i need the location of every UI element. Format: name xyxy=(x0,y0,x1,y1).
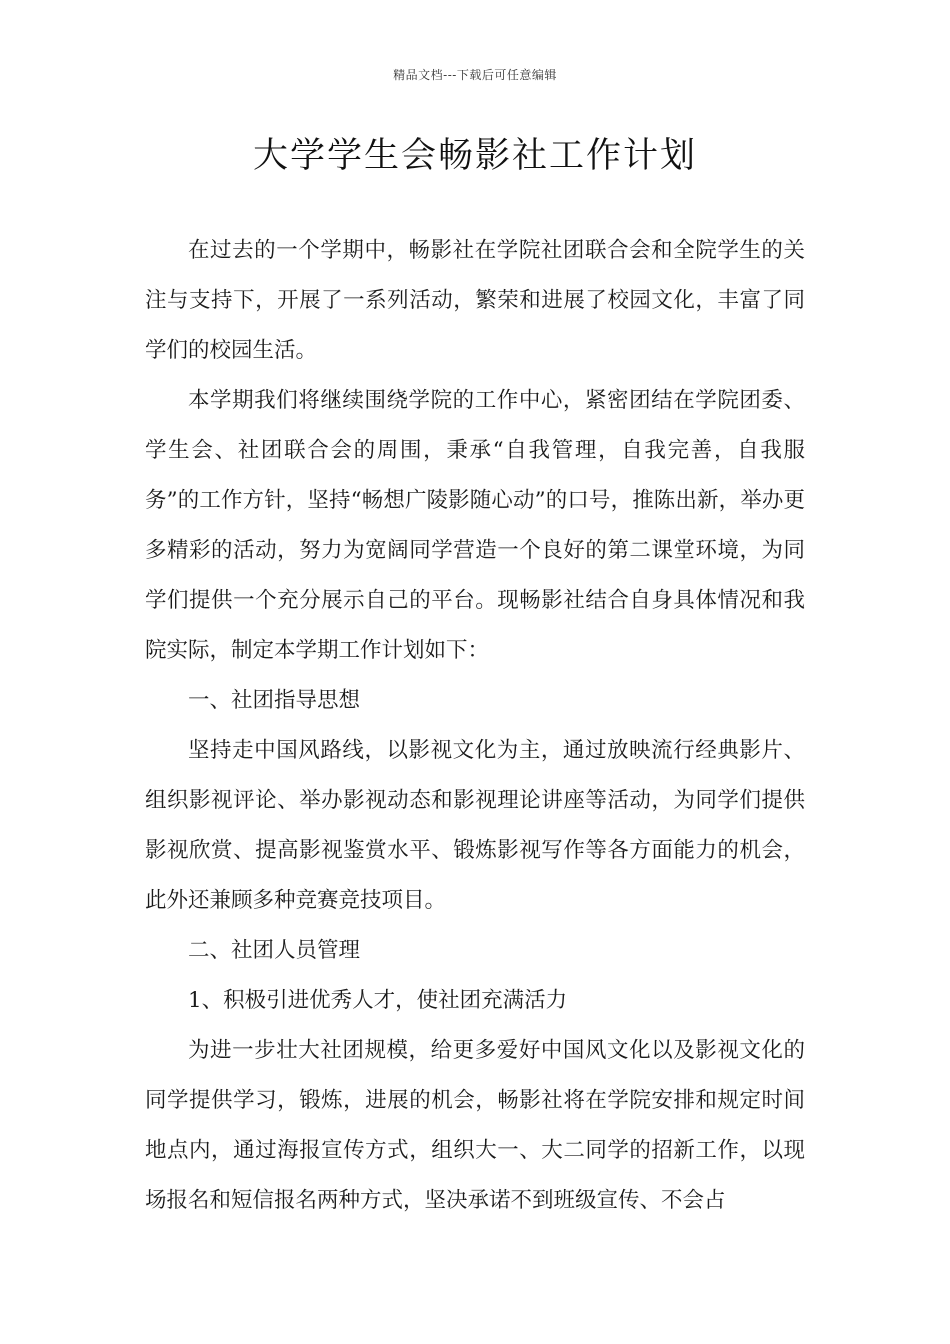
paragraph-plan-overview: 本学期我们将继续围绕学院的工作中心，紧密团结在学院团委、学生会、社团联合会的周围，秉承“自我管理，自我完善，自我服务”的工作方针，坚持“畅想广陵影随心动”的口号，推陈出新，举办更多精彩的活动，努力为宽阔同学营造一个良好的第二课堂环境，为同学们提供一个充分展示自己的平台。现畅影社结合自身具体情况和我院实际，制定本学期工作计划如下： xyxy=(145,388,805,663)
section-heading-member-management: 二、社团人员管理 xyxy=(188,938,361,963)
paragraph-guiding-thought: 坚持走中国风路线，以影视文化为主，通过放映流行经典影片、组织影视评论、举办影视动态和影视理论讲座等活动，为同学们提供影视欣赏、提高影视鉴赏水平、锻炼影视写作等各方面能力的机会，此外还兼顾多种竞赛竞技项目。 xyxy=(145,738,805,913)
document-body xyxy=(145,226,805,1226)
section-heading-guiding-thought: 一、社团指导思想 xyxy=(188,688,361,713)
subsection-heading-recruit-talent: 1、积极引进优秀人才，使社团充满活力 xyxy=(188,988,568,1013)
paragraph-recruitment: 为进一步壮大社团规模，给更多爱好中国风文化以及影视文化的同学提供学习，锻炼，进展的机会，畅影社将在学院安排和规定时间地点内，通过海报宣传方式，组织大一、大二同学的招新工作，以现场报名和短信报名两种方式，坚决承诺不到班级宣传、不会占 xyxy=(145,1038,805,1213)
header-note: 精品文档---下载后可任意编辑 xyxy=(393,68,557,82)
document-title: 大学学生会畅影社工作计划 xyxy=(252,136,697,176)
paragraph-intro: 在过去的一个学期中，畅影社在学院社团联合会和全院学生的关注与支持下，开展了一系列活动，繁荣和进展了校园文化，丰富了同学们的校园生活。 xyxy=(145,238,805,363)
